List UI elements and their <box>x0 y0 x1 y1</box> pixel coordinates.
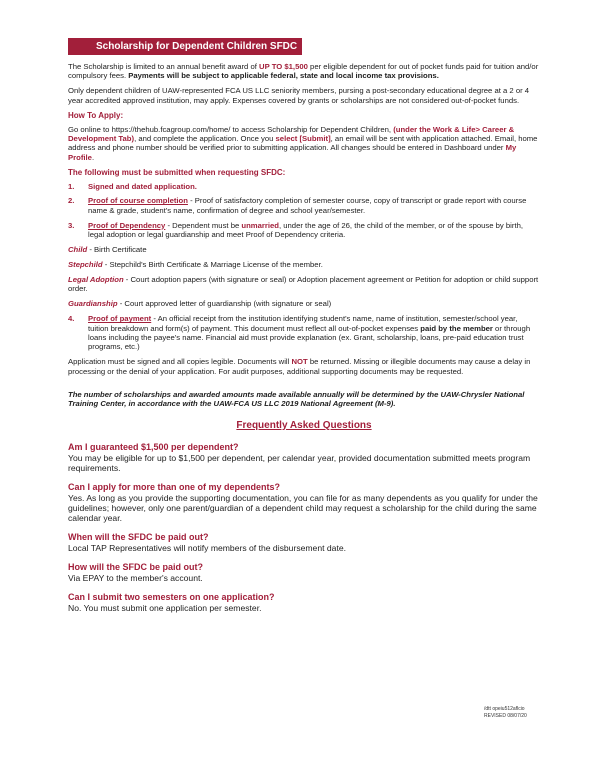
requirement-detail: - Dependent must be <box>165 220 242 230</box>
item-number: 4. <box>68 314 75 324</box>
requirement-text <box>88 221 540 240</box>
how-to-apply-text <box>68 125 540 163</box>
proof-label: Stepchild <box>68 260 103 269</box>
revision-date: REVISED 08/07/20 <box>484 713 527 719</box>
tax-notice: Payments will be subject to applicable federal, state and local income tax provisions. <box>128 71 439 81</box>
my-profile-label: My Profile <box>68 143 517 162</box>
paid-by-member: paid by the member <box>420 323 493 333</box>
faq-question: Can I apply for more than one of my dependents? <box>68 482 281 493</box>
document-body <box>68 62 540 622</box>
requirement-detail: - Proof of satisfactory completion of semester course, copy of transcript or grade report with course name & grade, student's name, confirmation of degree and school year/semester. <box>88 196 527 215</box>
how-to-text-3: , an email will be sent with application attached. Email, home address and phone number should be verified prior to submitting application. All changes should be entered in Dashboard under <box>68 133 538 153</box>
faq-item <box>68 562 540 583</box>
requirement-item-3 <box>68 221 540 240</box>
faq-list <box>68 442 540 613</box>
requirement-text <box>88 196 540 215</box>
requirement-item-4 <box>68 314 540 352</box>
proof-label: Guardianship <box>68 299 118 309</box>
requirement-detail-cont: , under the age of 26, the child of the member, or of the spouse by birth, legal adoption or legal guardianship and meet Proof of Dependency criteria. <box>88 220 523 240</box>
not-emphasis: NOT <box>291 357 308 367</box>
intro-text: The Scholarship is limited to an annual benefit award of <box>68 62 260 71</box>
faq-answer: No. You must submit one application per semester. <box>68 603 262 614</box>
requirement-detail: - An official receipt from the institution identifying student's name, name of institution, semester/school year, tuition breakdown and form(s) of payment. This document must reflect all out-of-pocket expenses <box>88 314 518 333</box>
requirement-title: Proof of Dependency <box>88 220 166 230</box>
faq-answer: Local TAP Representatives will notify members of the disbursement date. <box>68 543 346 554</box>
union-code: /dtt opeiu512aflcio <box>484 706 525 712</box>
intro-paragraph-2: Only dependent children of UAW-represented FCA US LLC seniority members, pursing a post-secondary educational degree at a 2 or 4 year accredited approved institution, may apply. Expenses covered by grants or scholarships are not considered out-of-pocket funds. <box>68 86 530 105</box>
faq-answer: You may be eligible for up to $1,500 per dependent, per calendar year, provided documentation submitted meets program requirements. <box>68 453 531 474</box>
proof-child <box>68 245 540 254</box>
proof-label: Child <box>68 245 88 255</box>
faq-heading: Frequently Asked Questions <box>236 419 372 431</box>
proof-stepchild <box>68 260 540 269</box>
requirement-text <box>88 314 540 352</box>
faq-answer: Via EPAY to the member's account. <box>68 573 203 584</box>
requirement-item-1 <box>68 182 540 191</box>
requirement-text: Signed and dated application. <box>88 181 197 191</box>
faq-question: Am I guaranteed $1,500 per dependent? <box>68 442 239 453</box>
how-to-apply-heading: How To Apply: <box>68 110 124 120</box>
faq-question: How will the SFDC be paid out? <box>68 562 203 573</box>
unmarried-emphasis: unmarried <box>241 220 279 230</box>
tab-location: (under the Work & Life> Career & Development Tab) <box>68 124 515 143</box>
legibility-notice <box>68 357 540 376</box>
proof-text: - Court adoption papers (with signature or seal) or Adoption placement agreement or Petition for adoption or child support order. <box>68 274 539 294</box>
faq-item <box>68 482 540 523</box>
requirement-title: Proof of course completion <box>88 196 188 206</box>
proof-text: - Stepchild's Birth Certificate & Marriage License of the member. <box>102 260 323 269</box>
faq-question: When will the SFDC be paid out? <box>68 532 209 543</box>
how-to-text-end: . <box>91 152 95 162</box>
requirement-item-2 <box>68 196 540 215</box>
proof-guardianship <box>68 299 540 308</box>
requirement-title: Proof of payment <box>88 314 152 324</box>
document-footer <box>484 706 527 720</box>
page-title: Scholarship for Dependent Children SFDC <box>68 38 302 55</box>
legibility-text: Application must be signed and all copies legible. Documents will <box>68 357 292 367</box>
submit-instruction: select [Submit] <box>275 133 331 143</box>
faq-item <box>68 532 540 553</box>
how-to-text-1: Go online to https://thehub.fcagroup.com/home/ to access Scholarship for Dependent Children, <box>68 124 394 134</box>
proof-label: Legal Adoption <box>68 274 124 284</box>
faq-item <box>68 592 540 613</box>
item-number: 1. <box>68 181 75 191</box>
legibility-text-cont: be returned. Missing or illegible documents may cause a delay in processing or the denial of your application. For audit purposes, additional supporting documents may be requested. <box>68 357 531 376</box>
intro-paragraph-1 <box>68 62 540 81</box>
proof-adoption <box>68 275 540 294</box>
intro-text-cont: per eligible dependent for out of pocket funds paid for tuition and/or compulsory fees. <box>68 62 539 81</box>
item-number: 3. <box>68 220 75 230</box>
benefit-amount: UP TO $1,500 <box>259 62 308 71</box>
item-number: 2. <box>68 196 75 206</box>
proof-text: - Court approved letter of guardianship (with signature or seal) <box>117 299 332 309</box>
how-to-text-2: , and complete the application. Once you <box>134 133 276 143</box>
faq-item <box>68 442 540 473</box>
national-agreement-note: The number of scholarships and awarded amounts made available annually will be determined by the UAW-Chrysler National Training Center, in accordance with the UAW-FCA US LLC 2019 National Agreement (M-9). <box>68 390 525 409</box>
proof-text: - Birth Certificate <box>87 245 147 255</box>
faq-answer: Yes. As long as you provide the supporting documentation, you can file for as many dependents as you qualify for under the guidelines; however, only one parent/guardian of a dependent child may request a scholarship for the child during the same calendar year. <box>68 493 538 524</box>
faq-question: Can I submit two semesters on one application? <box>68 592 275 603</box>
requirements-heading: The following must be submitted when requesting SFDC: <box>68 167 286 177</box>
requirement-detail-cont: or through loans including the payee's name. Financial aid must provide explanation (ex. Grant, scholarship, loans, pre-paid education trust programs, etc.) <box>88 323 531 352</box>
